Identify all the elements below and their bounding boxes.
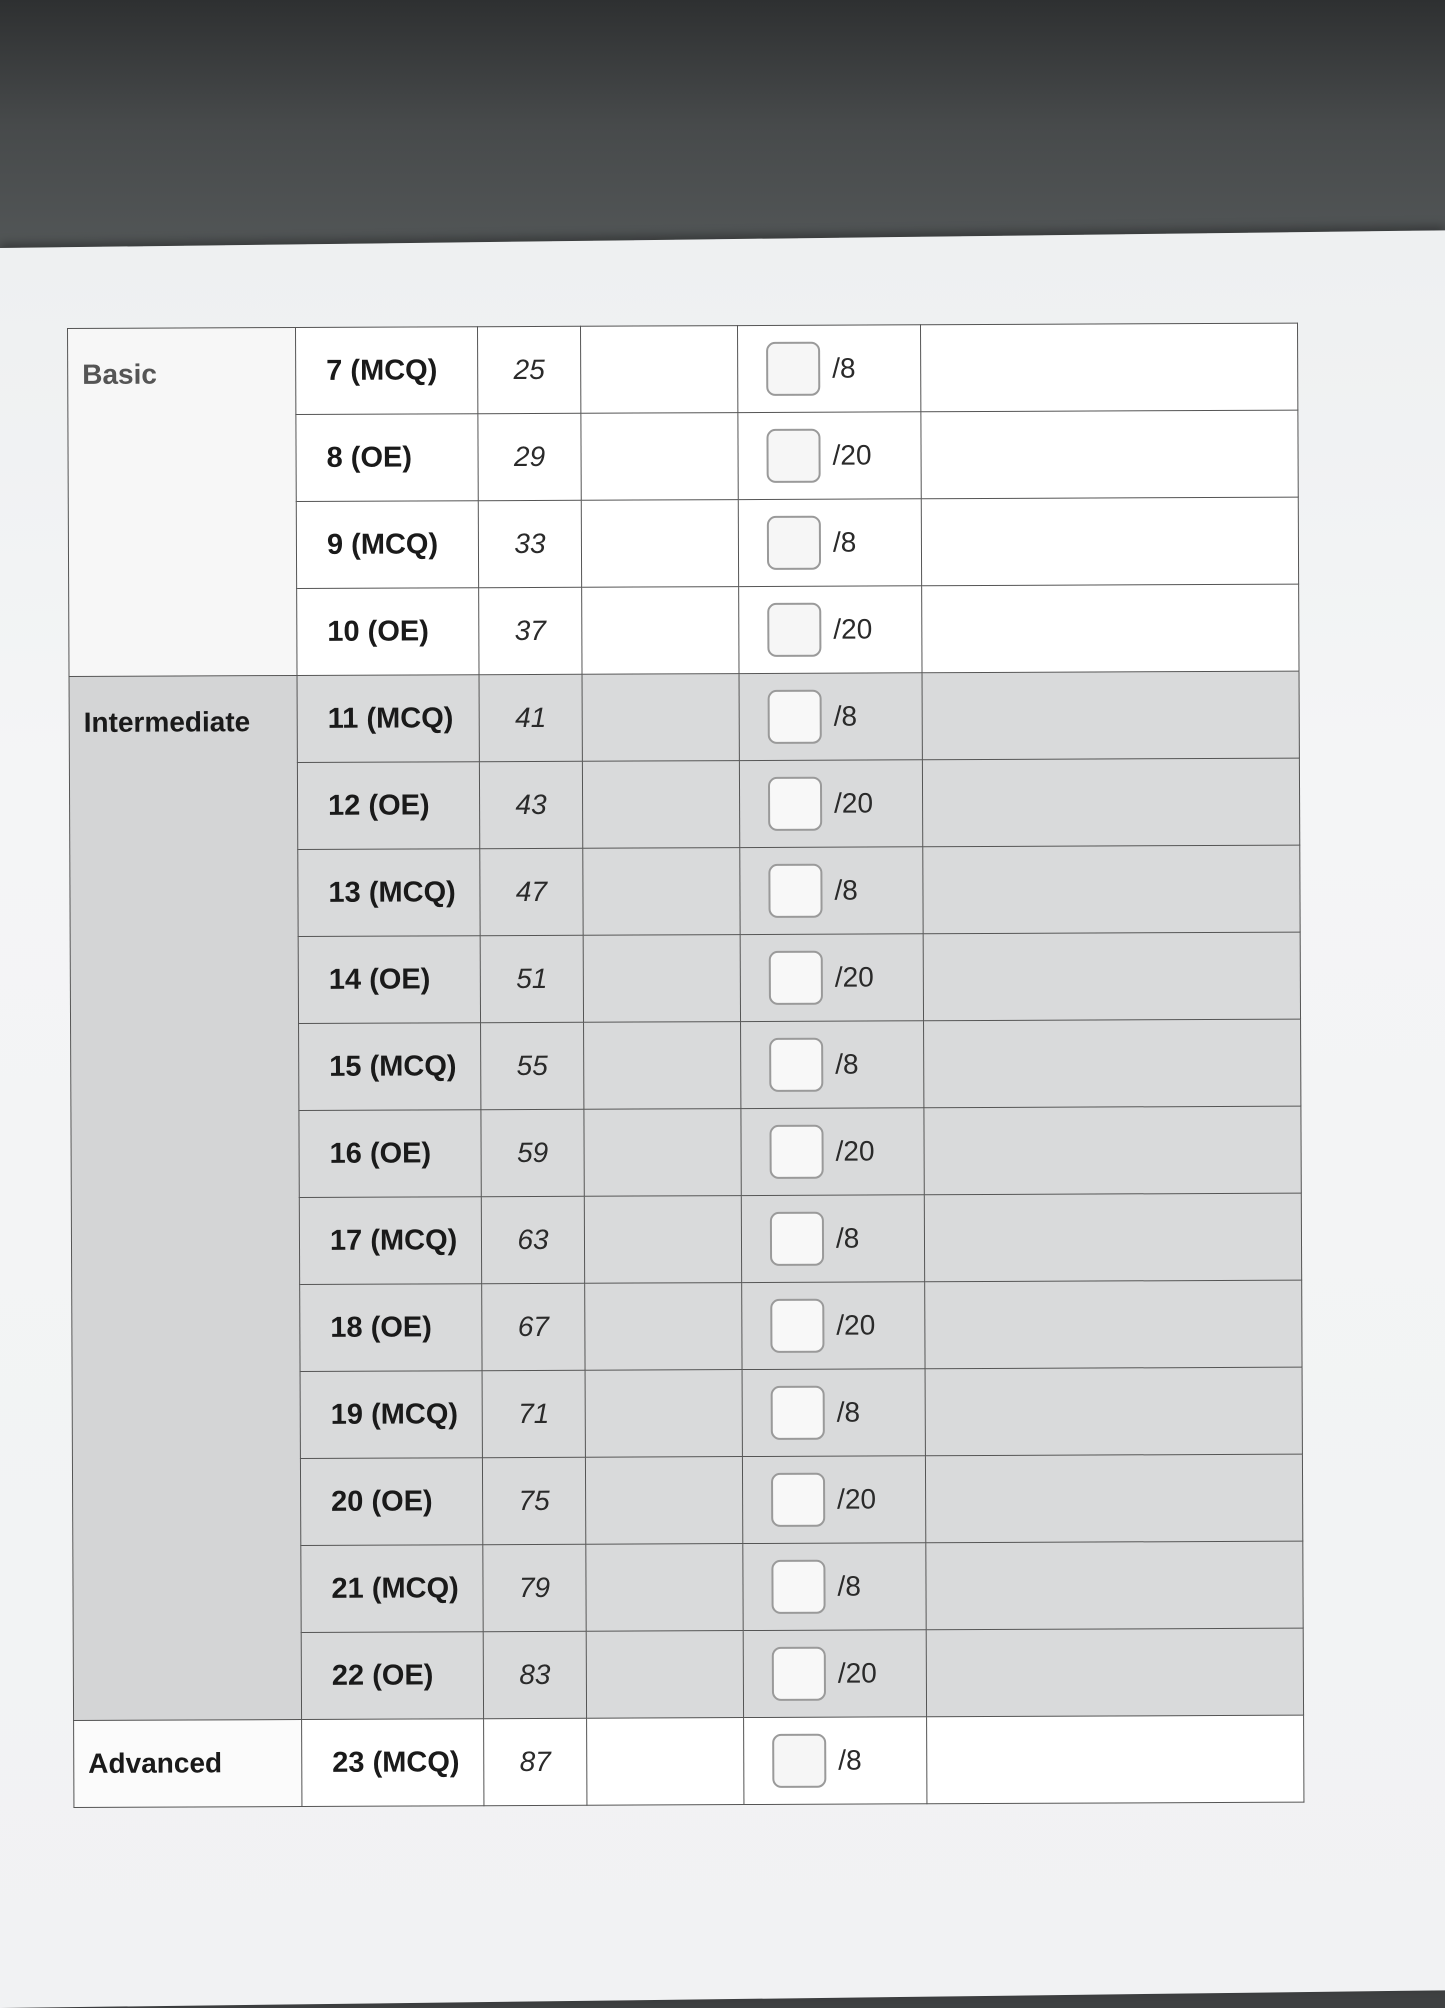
question-label: 13 (MCQ): [298, 849, 480, 937]
question-label: 10 (OE): [297, 588, 479, 676]
notes-cell[interactable]: [926, 1541, 1303, 1630]
notes-cell[interactable]: [926, 1628, 1303, 1717]
page-number: 41: [479, 674, 582, 761]
page-number: 63: [481, 1196, 584, 1283]
question-label: 15 (MCQ): [299, 1023, 481, 1111]
blank-cell: [584, 1196, 741, 1284]
blank-cell: [582, 587, 739, 675]
question-label: 12 (OE): [297, 762, 479, 850]
score-cell: [741, 1021, 924, 1109]
score-max: /20: [834, 961, 874, 993]
blank-cell: [586, 1544, 743, 1632]
notes-cell[interactable]: [922, 671, 1299, 760]
score-entry-box[interactable]: [766, 429, 820, 483]
score-max: /8: [835, 1048, 859, 1080]
level-label-basic: Basic: [68, 328, 298, 677]
blank-cell: [585, 1370, 742, 1458]
score-cell: [739, 760, 922, 848]
score-max: /20: [836, 1309, 876, 1341]
score-max: /20: [837, 1657, 877, 1689]
score-entry-box[interactable]: [769, 1125, 823, 1179]
blank-cell: [584, 1109, 741, 1197]
blank-cell: [583, 848, 740, 936]
blank-cell: [581, 500, 738, 588]
score-max: /8: [834, 874, 858, 906]
question-label: 20 (OE): [300, 1458, 482, 1546]
page-number: 71: [482, 1370, 585, 1457]
page-number: 67: [482, 1283, 585, 1370]
score-cell: [742, 1369, 925, 1457]
score-tracker-table: [67, 323, 1304, 1808]
table-row: [68, 323, 1298, 415]
notes-cell[interactable]: [925, 1454, 1302, 1543]
page-number: 55: [481, 1022, 584, 1109]
question-label: 8 (OE): [296, 414, 478, 502]
blank-cell: [584, 1022, 741, 1110]
blank-cell: [580, 326, 737, 414]
blank-cell: [581, 413, 738, 501]
page-number: 51: [480, 935, 583, 1022]
level-label-advanced: Advanced: [74, 1719, 302, 1807]
score-entry-box[interactable]: [770, 1212, 824, 1266]
question-label: 19 (MCQ): [300, 1371, 482, 1459]
page-number: 59: [481, 1109, 584, 1196]
score-max: /8: [836, 1396, 861, 1428]
page-number: 43: [479, 761, 582, 848]
score-max: /8: [832, 526, 857, 558]
question-label: 16 (OE): [299, 1110, 481, 1198]
notes-cell[interactable]: [921, 497, 1298, 586]
notes-cell[interactable]: [925, 1280, 1302, 1369]
question-label: 11 (MCQ): [297, 675, 479, 763]
score-max: /8: [838, 1744, 862, 1776]
score-cell: [744, 1717, 927, 1805]
score-max: /8: [833, 700, 858, 732]
notes-cell[interactable]: [922, 584, 1299, 673]
table-row: [74, 1715, 1304, 1807]
notes-cell[interactable]: [920, 323, 1297, 412]
page-number: 29: [478, 413, 581, 500]
question-label: 7 (MCQ): [296, 327, 478, 415]
notes-cell[interactable]: [924, 1193, 1301, 1282]
score-max: /8: [832, 352, 856, 384]
score-cell: [742, 1282, 925, 1370]
score-cell: [741, 1195, 924, 1283]
question-label: 17 (MCQ): [299, 1197, 481, 1285]
question-label: 21 (MCQ): [301, 1545, 483, 1633]
blank-cell: [582, 761, 739, 849]
score-entry-box[interactable]: [770, 1299, 824, 1353]
question-label: 9 (MCQ): [296, 501, 478, 589]
score-cell: [740, 934, 923, 1022]
score-max: /20: [835, 1135, 875, 1167]
score-entry-box[interactable]: [771, 1386, 825, 1440]
score-max: /20: [833, 613, 873, 645]
score-cell: [738, 499, 921, 587]
score-cell: [743, 1543, 926, 1631]
score-entry-box[interactable]: [772, 1734, 826, 1788]
score-cell: [742, 1456, 925, 1544]
blank-cell: [583, 935, 740, 1023]
score-max: /20: [834, 787, 874, 819]
notes-cell[interactable]: [925, 1367, 1302, 1456]
score-entry-box[interactable]: [767, 516, 821, 570]
notes-cell[interactable]: [927, 1715, 1304, 1804]
score-cell: [739, 586, 922, 674]
score-cell: [740, 847, 923, 935]
page-number: 87: [484, 1718, 587, 1805]
table-row: [69, 671, 1299, 763]
score-max: /20: [837, 1483, 877, 1515]
blank-cell: [585, 1283, 742, 1371]
notes-cell[interactable]: [923, 845, 1300, 934]
page-number: 79: [483, 1544, 586, 1631]
score-cell: [739, 673, 922, 761]
page-number: 75: [482, 1457, 585, 1544]
score-entry-box[interactable]: [768, 690, 822, 744]
score-entry-box[interactable]: [768, 864, 822, 918]
blank-cell: [586, 1631, 743, 1719]
score-entry-box[interactable]: [769, 951, 823, 1005]
level-label-intermediate: Intermediate: [69, 675, 302, 1720]
score-cell: [737, 325, 920, 413]
score-entry-box[interactable]: [771, 1560, 825, 1614]
notes-cell[interactable]: [924, 1106, 1301, 1195]
score-entry-box[interactable]: [767, 603, 821, 657]
question-label: 23 (MCQ): [302, 1719, 484, 1807]
score-entry-box[interactable]: [772, 1647, 826, 1701]
blank-cell: [582, 674, 739, 762]
page-number: 47: [480, 848, 583, 935]
notes-cell[interactable]: [923, 932, 1300, 1021]
score-entry-box[interactable]: [771, 1473, 825, 1527]
score-max: /8: [835, 1222, 860, 1254]
blank-cell: [587, 1718, 744, 1806]
score-max: /20: [832, 439, 872, 471]
score-cell: [738, 412, 921, 500]
question-label: 14 (OE): [298, 936, 480, 1024]
page-number: 37: [479, 587, 582, 674]
score-max: /8: [837, 1570, 861, 1602]
question-label: 18 (OE): [300, 1284, 482, 1372]
score-entry-box[interactable]: [766, 342, 820, 396]
score-cell: [743, 1630, 926, 1718]
score-entry-box[interactable]: [768, 777, 822, 831]
notes-cell[interactable]: [921, 410, 1298, 499]
page-number: 25: [477, 326, 580, 413]
notes-cell[interactable]: [922, 758, 1299, 847]
score-entry-box[interactable]: [769, 1038, 823, 1092]
blank-cell: [585, 1457, 742, 1545]
question-label: 22 (OE): [301, 1632, 483, 1720]
notes-cell[interactable]: [924, 1019, 1301, 1108]
score-cell: [741, 1108, 924, 1196]
page-number: 83: [483, 1631, 586, 1718]
page-number: 33: [478, 500, 581, 587]
